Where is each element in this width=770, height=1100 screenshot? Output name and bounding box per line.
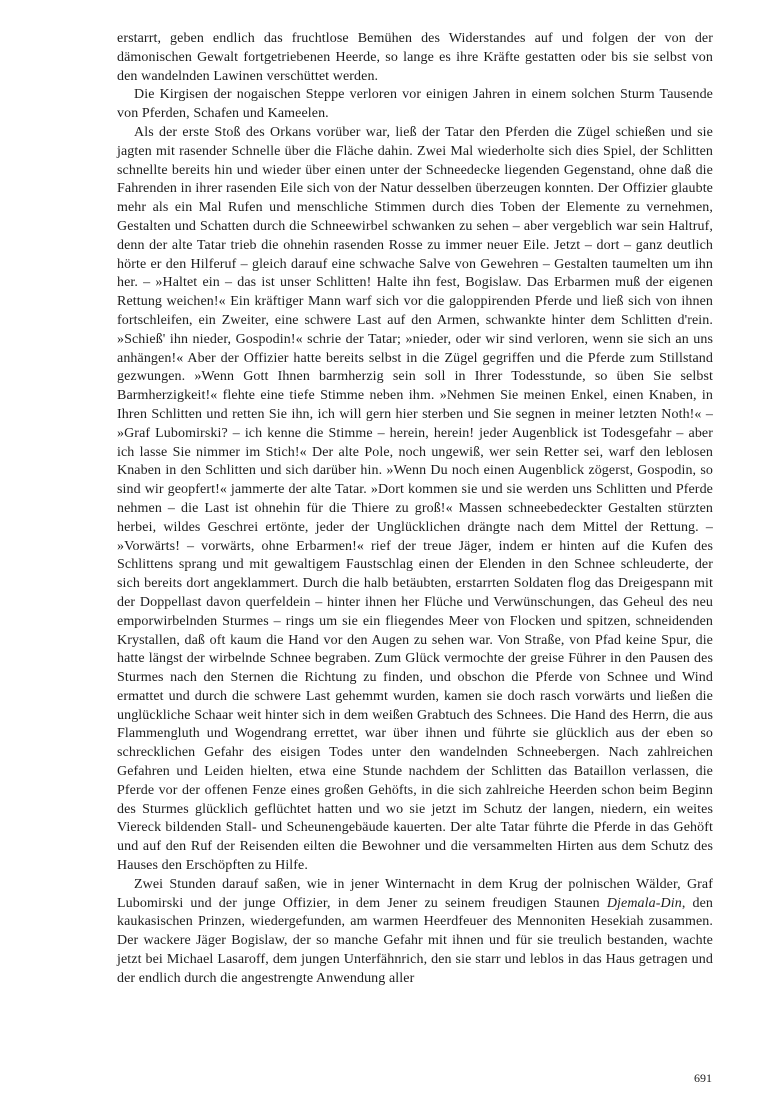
paragraph-1: [117, 30, 713, 86]
page-number: 691: [694, 1071, 712, 1085]
paragraph-4: [117, 876, 713, 989]
italic-text-run: Djemala-Din: [606, 895, 682, 911]
paragraph-3: [117, 124, 713, 876]
text-block: [117, 30, 713, 989]
text-run: Als der erste Stoß des Orkans vorüber war, ließ der Tatar den Pferden die Zügel schießen und sie jagten mit rasender Schnelle über die Fläche dahin. Zwei Mal wiederholte sich dies Spiel, der Schlitten schnellte bereits hin und wieder über einen unter der Schneedecke liegenden Gegenstand, ohne daß die Fahrenden in ihrer rasenden Eile sich von der Natur desselben überzeugen konnten. Der Offizier glaubte mehr als ein Mal Rufen und menschliche Stimmen durch dies Toben der Elemente zu vernehmen, Gestalten und Schatten durch die Schneewirbel schwanken zu sehen – aber vergeblich war sein Haltruf, denn der alte Tatar trieb die ohnehin rasenden Rosse zu immer neuer Eile. Jetzt – dort – ganz deutlich hörte er den Hilferuf – gleich darauf eine schwache Salve von Gewehren – Gestalten taumelten um ihn her. – »Haltet ein – das ist unser Schlitten! Halte ihn fest, Bogislaw. Das Erbarmen muß der eigenen Rettung weichen!« Ein kräftiger Mann warf sich vor die galoppirenden Pferde und ließ sich von ihnen fortschleifen, ein Zweiter, eine schwere Last auf den Armen, schwankte hinter dem Schlitten d'rein. »Schieß' ihn nieder, Gospodin!« schrie der Tatar; »nieder, oder wir sind verloren, wenn sie sich an uns anhängen!« Aber der Offizier hatte bereits selbst in die Zügel gegriffen und die Pferde zum Stillstand gezwungen. »Wenn Gott Ihnen barmherzig sein soll in Ihrer Todesstunde, so üben Sie selbst Barmherzigkeit!« flehte eine tiefe Stimme neben ihm. »Nehmen Sie meinen Enkel, einen Knaben, in Ihren Schlitten und retten Sie ihn, ich will gern hier sterben und Sie segnen in meiner letzten Noth!« – »Graf Lubomirski? – ich kenne die Stimme – herein, herein! jeder Augenblick ist Todesgefahr – aber ich lasse Sie nimmer im Stich!« Der alte Pole, noch ungewiß, wer sein Retter sei, warf den leblosen Knaben in den Schlitten und sich darüber hin. »Wenn Du noch einen Augenblick zögerst, Gospodin, so sind wir geopfert!« jammerte der alte Tatar. »Dort kommen sie und sie werden uns Schlitten und Pferde nehmen – die Last ist ohnehin für die Thiere zu groß!« Massen schneebedeckter Gestalten stürzten herbei, wildes Geschrei ertönte, jeder der Unglücklichen drängte nach dem Mittel der Rettung. – »Vorwärts! – vorwärts, ohne Erbarmen!« rief der treue Jäger, indem er hinten auf die Kufen des Schlittens sprang und mit gewaltigem Faustschlag einen der Elenden in den Schnee schleuderte, der sich bereits dort angeklammert. Durch die halb betäubten, erstarrten Soldaten flog das Dreigespann mit der Doppellast davon querfeldein – hinter ihnen her Flüche und Verwünschungen, das Geheul des neu emporwirbelnden Sturmes – rings um sie ein fliegendes Meer von Flocken und spitzen, schneidenden Krystallen, daß oft kaum die Hand vor den Augen zu sehen war. Von Straße, von Pfad keine Spur, die hatte längst der wirbelnde Schnee begraben. Zum Glück vermochte der greise Führer in den Pausen des Sturmes nach den Sternen die Richtung zu finden, und obschon die Pferde von Schnee und Wind ermattet und durch die schwere Last gehemmt wurden, kamen sie doch rasch vorwärts und ließen die unglückliche Schaar weit hinter sich in dem weißen Grabtuch des Schnees. Die Hand des Herrn, die aus Flammengluth und Wogendrang errettet, war über ihnen und führte sie glücklich aus der eben so schrecklichen Gefahr des eisigen Todes unter den wandelnden Schneebergen. Nach zahlreichen Gefahren und Leiden hielten, etwa eine Stunde nachdem der Schlitten das Bataillon verlassen, die Pferde vor der offenen Fenze eines großen Gehöfts, in die sich zahlreiche Heerden schon beim Beginn des Sturmes glücklich geflüchtet hatten und wo sie jetzt im Schutz der langen, niedern, ein weites Viereck bildenden Stall- und Scheunengebäude kauerten. Der alte Tatar führte die Pferde in das Gehöft und auf den Ruf der Reisenden eilten die Bewohner und die versammelten Hirten aus dem Schutz des Hauses den Erschöpften zu Hilfe.: [117, 124, 713, 874]
text-run: Zwei Stunden darauf saßen, wie in jener Winternacht in dem Krug der polnischen Wälder, Graf Lubomirski und der junge Offizier, in dem Jener zu seinem freudigen Staunen: [117, 876, 713, 911]
text-run: , den kaukasischen Prinzen, wiedergefunden, am warmen Heerdfeuer des Mennoniten Hesekiah zusammen. Der wackere Jäger Bogislaw, der so manche Gefahr mit ihnen und für sie treulich bestanden, wachte jetzt bei Michael Lasaroff, dem jungen Unterfähnrich, den sie starr und leblos in das Haus getragen und der endlich durch die angestrengte Anwendung aller: [117, 895, 714, 986]
paragraph-2: [117, 86, 713, 124]
text-run: Die Kirgisen der nogaischen Steppe verloren vor einigen Jahren in einem solchen Sturm Tausende von Pferden, Schafen und Kameelen.: [117, 87, 713, 122]
text-run: erstarrt, geben endlich das fruchtlose Bemühen des Widerstandes auf und folgen der von der dämonischen Gewalt fortgetriebenen Heerde, so lange es ihre Kräfte gestatten oder bis sie selbst von den wandelnden Lawinen verschüttet werden.: [117, 31, 713, 84]
